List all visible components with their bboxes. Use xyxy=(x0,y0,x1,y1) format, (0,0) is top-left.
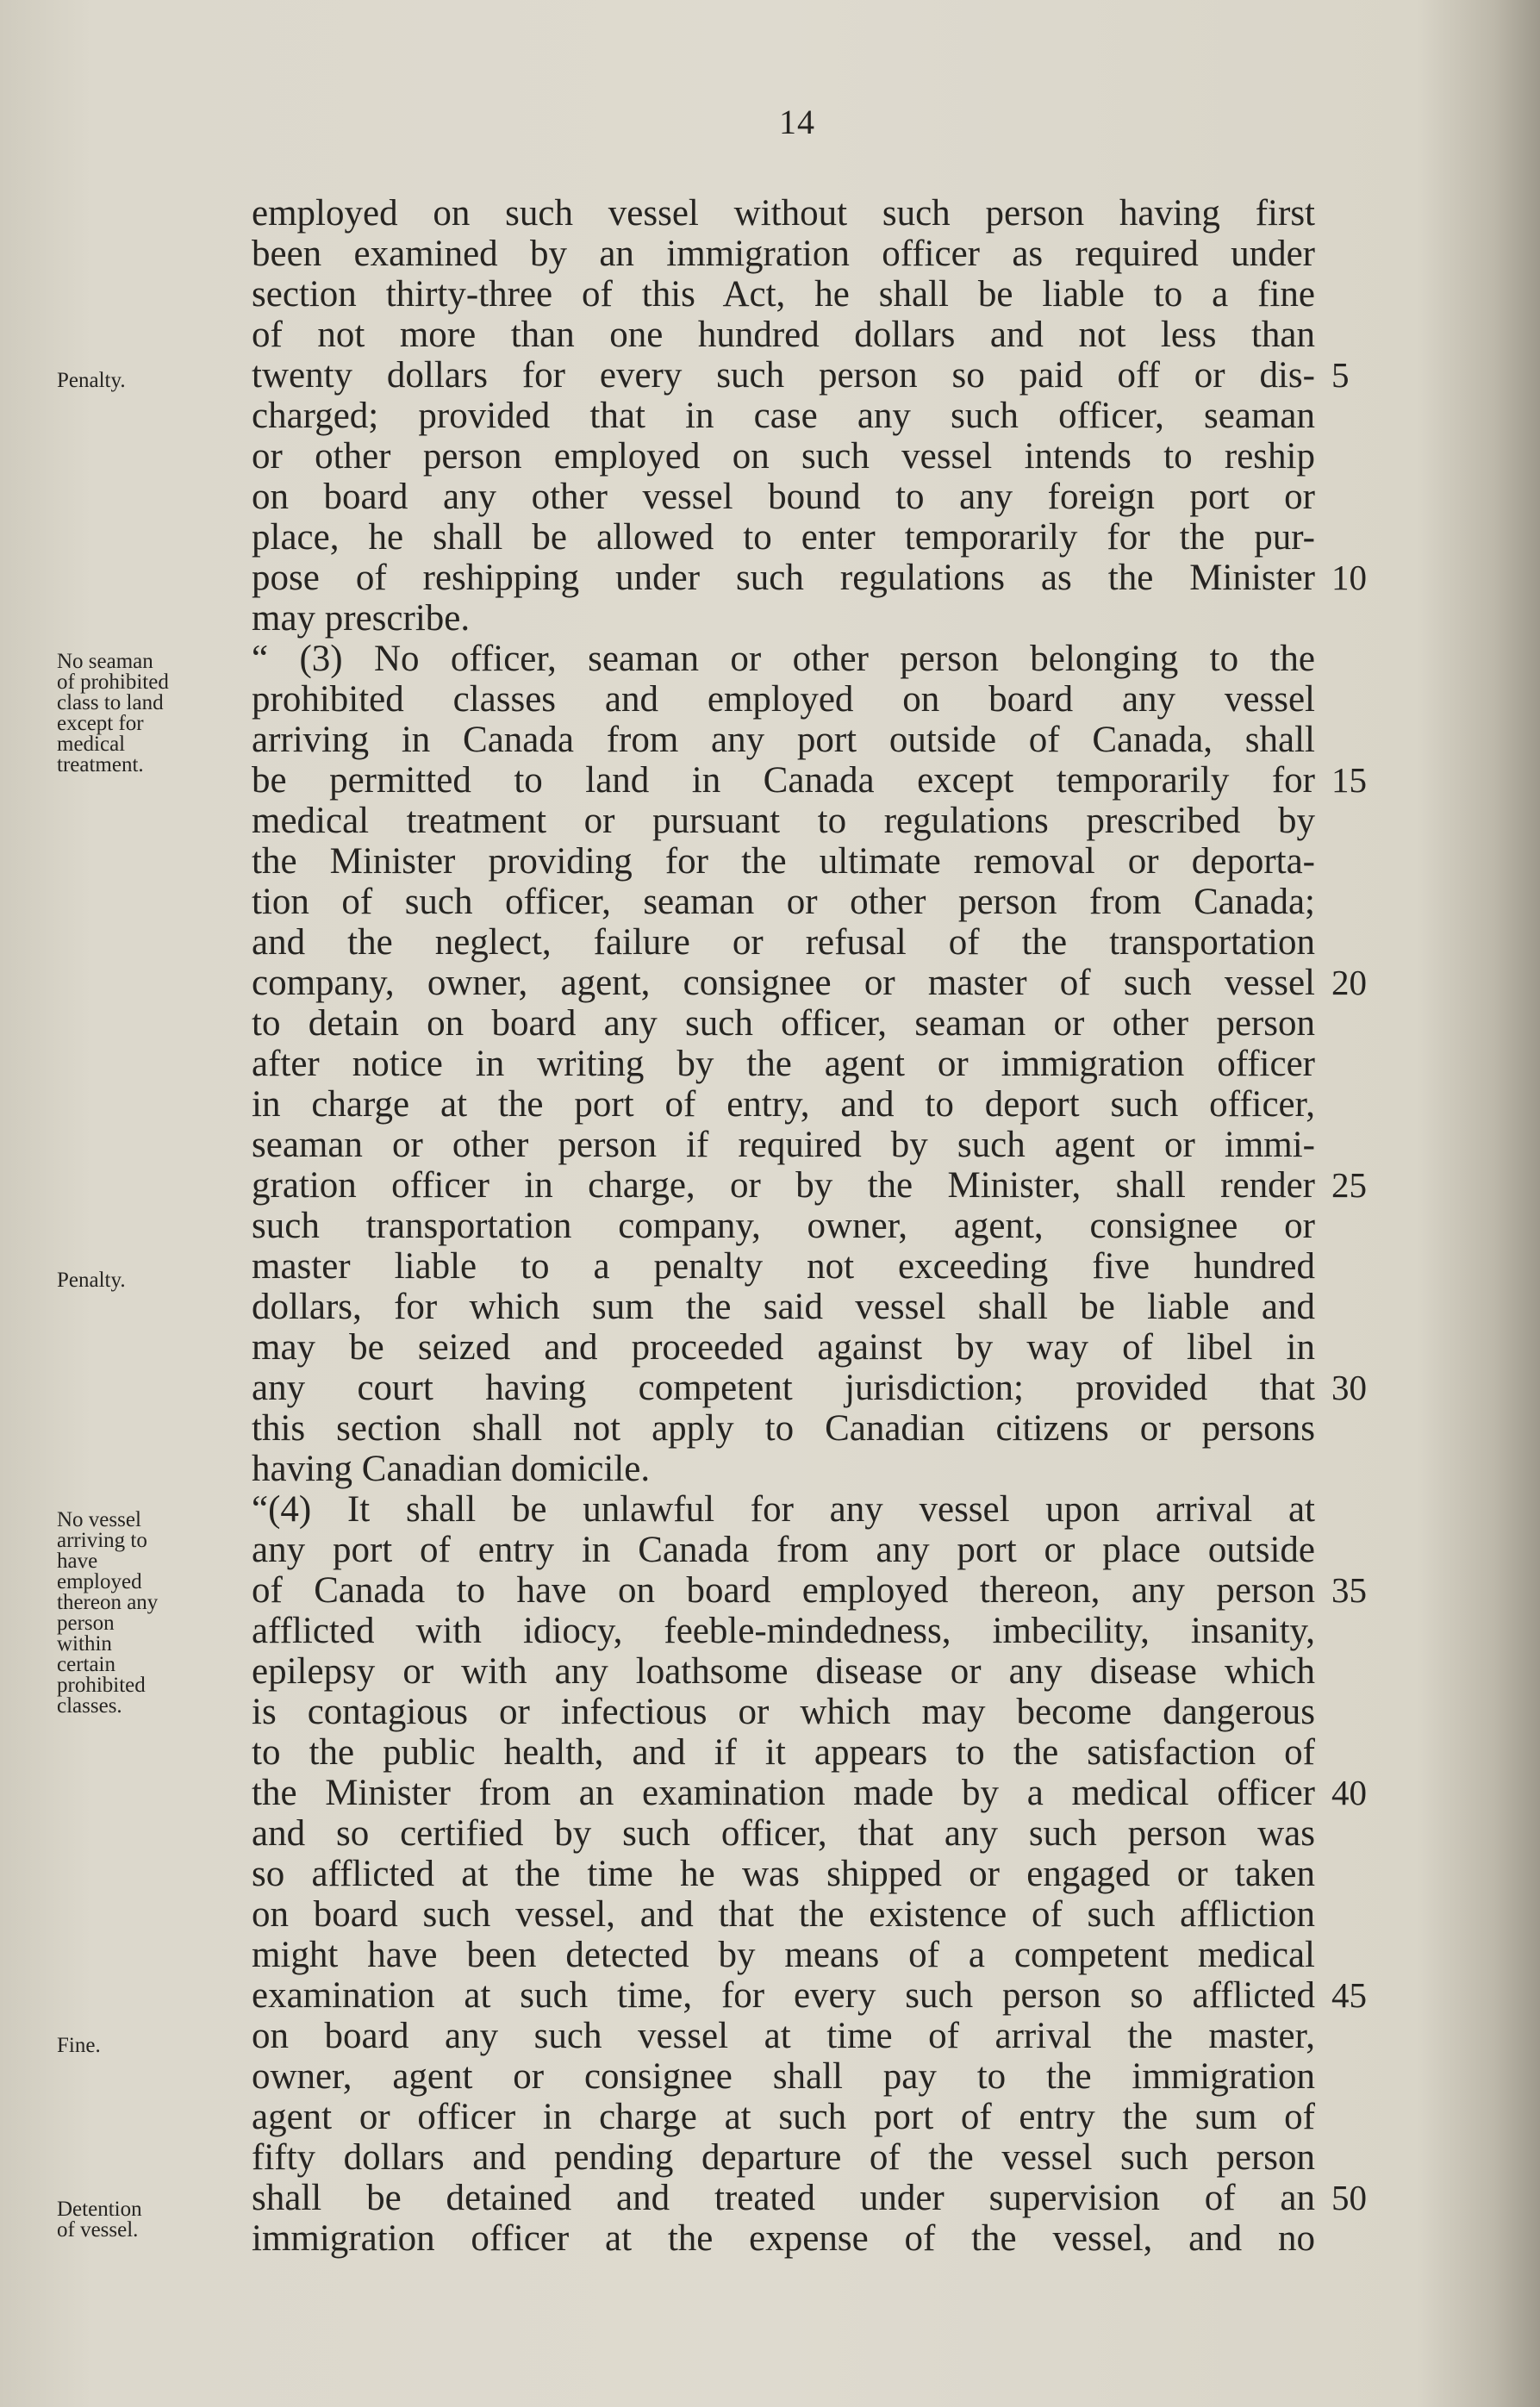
page-number: 14 xyxy=(779,103,815,141)
text-line: charged; provided that in case any such officer, seaman xyxy=(252,396,1315,436)
margin-note: Penalty. xyxy=(57,1269,126,1292)
text-line: owner, agent or consignee shall pay to the immigration xyxy=(252,2056,1315,2097)
text-line: on board any such vessel at time of arrival the master, xyxy=(252,2016,1315,2056)
text-line: on board any other vessel bound to any foreign port or xyxy=(252,477,1315,517)
text-line: seaman or other person if required by such agent or immi- xyxy=(252,1125,1315,1165)
text-line: agent or officer in charge at such port of entry the sum of xyxy=(252,2097,1315,2137)
text-line: “ (3) No officer, seaman or other person belonging to the xyxy=(252,639,1315,679)
text-line: the Minister providing for the ultimate removal or deporta- xyxy=(252,841,1315,882)
text-line: arriving in Canada from any port outside of Canada, shall xyxy=(252,720,1315,760)
text-line: this section shall not apply to Canadian citizens or persons xyxy=(252,1408,1315,1449)
line-number: 20 xyxy=(1331,963,1367,1002)
text-line: prohibited classes and employed on board any vessel xyxy=(252,679,1315,720)
text-line: may prescribe. xyxy=(252,598,471,639)
text-line: might have been detected by means of a competent medical xyxy=(252,1935,1315,1975)
line-number: 40 xyxy=(1331,1773,1367,1812)
text-line: afflicted with idiocy, feeble-mindedness, imbecility, insanity, xyxy=(252,1611,1315,1651)
text-line: “(4) It shall be unlawful for any vessel upon arrival at xyxy=(252,1489,1315,1530)
text-line: been examined by an immigration officer as required under xyxy=(252,234,1315,274)
text-line: medical treatment or pursuant to regulations prescribed by xyxy=(252,801,1315,841)
text-line: employed on such vessel without such person having first xyxy=(252,193,1315,234)
line-number: 25 xyxy=(1331,1165,1367,1205)
text-line: gration officer in charge, or by the Minister, shall render xyxy=(252,1165,1315,1206)
text-line: immigration officer at the expense of the vessel, and no xyxy=(252,2218,1315,2259)
line-number: 10 xyxy=(1331,558,1367,597)
text-line: after notice in writing by the agent or immigration officer xyxy=(252,1044,1315,1084)
line-number: 30 xyxy=(1331,1368,1367,1407)
text-line: be permitted to land in Canada except temporarily for xyxy=(252,760,1315,801)
text-line: such transportation company, owner, agent, consignee or xyxy=(252,1206,1315,1246)
margin-note: No seaman of prohibited class to land except for medical treatment. xyxy=(57,650,169,776)
text-line: in charge at the port of entry, and to deport such officer, xyxy=(252,1084,1315,1125)
text-line: tion of such officer, seaman or other person from Canada; xyxy=(252,882,1315,922)
line-number: 5 xyxy=(1331,355,1350,395)
line-number: 45 xyxy=(1331,1975,1367,2015)
text-line: is contagious or infectious or which may become dangerous xyxy=(252,1692,1315,1732)
text-line: company, owner, agent, consignee or master of such vessel xyxy=(252,963,1315,1003)
text-line: place, he shall be allowed to enter temporarily for the pur- xyxy=(252,517,1315,558)
text-line: shall be detained and treated under supervision of an xyxy=(252,2178,1315,2218)
text-line: section thirty-three of this Act, he shall be liable to a fine xyxy=(252,274,1315,315)
text-line: of Canada to have on board employed thereon, any person xyxy=(252,1570,1315,1611)
text-line: dollars, for which sum the said vessel shall be liable and xyxy=(252,1287,1315,1327)
margin-note: No vessel arriving to have employed thereon any person within certain prohibited classes. xyxy=(57,1508,159,1718)
text-line: of not more than one hundred dollars and not less than xyxy=(252,315,1315,355)
text-line: and so certified by such officer, that any such person was xyxy=(252,1813,1315,1854)
text-line: having Canadian domicile. xyxy=(252,1449,651,1489)
margin-note: Penalty. xyxy=(57,369,126,392)
line-number: 50 xyxy=(1331,2178,1367,2217)
text-line: to the public health, and if it appears to the satisfaction of xyxy=(252,1732,1315,1773)
text-line: the Minister from an examination made by a medical officer xyxy=(252,1773,1315,1813)
line-number: 15 xyxy=(1331,760,1367,800)
text-line: any court having competent jurisdiction; provided that xyxy=(252,1368,1315,1408)
text-line: may be seized and proceeded against by way of libel in xyxy=(252,1327,1315,1368)
text-line: examination at such time, for every such person so afflicted xyxy=(252,1975,1315,2016)
text-line: any port of entry in Canada from any port or place outside xyxy=(252,1530,1315,1570)
line-number: 35 xyxy=(1331,1570,1367,1610)
text-line: master liable to a penalty not exceeding five hundred xyxy=(252,1246,1315,1287)
margin-note: Detention of vessel. xyxy=(57,2198,142,2242)
text-line: to detain on board any such officer, seaman or other person xyxy=(252,1003,1315,1044)
text-line: fifty dollars and pending departure of the vessel such person xyxy=(252,2137,1315,2178)
text-line: and the neglect, failure or refusal of the transportation xyxy=(252,922,1315,963)
text-line: or other person employed on such vessel intends to reship xyxy=(252,436,1315,477)
text-line: on board such vessel, and that the existence of such affliction xyxy=(252,1894,1315,1935)
text-line: so afflicted at the time he was shipped or engaged or taken xyxy=(252,1854,1315,1894)
text-line: twenty dollars for every such person so paid off or dis- xyxy=(252,355,1315,396)
text-line: epilepsy or with any loathsome disease or any disease which xyxy=(252,1651,1315,1692)
text-line: pose of reshipping under such regulations as the Minister xyxy=(252,558,1315,598)
margin-note: Fine. xyxy=(57,2034,101,2057)
